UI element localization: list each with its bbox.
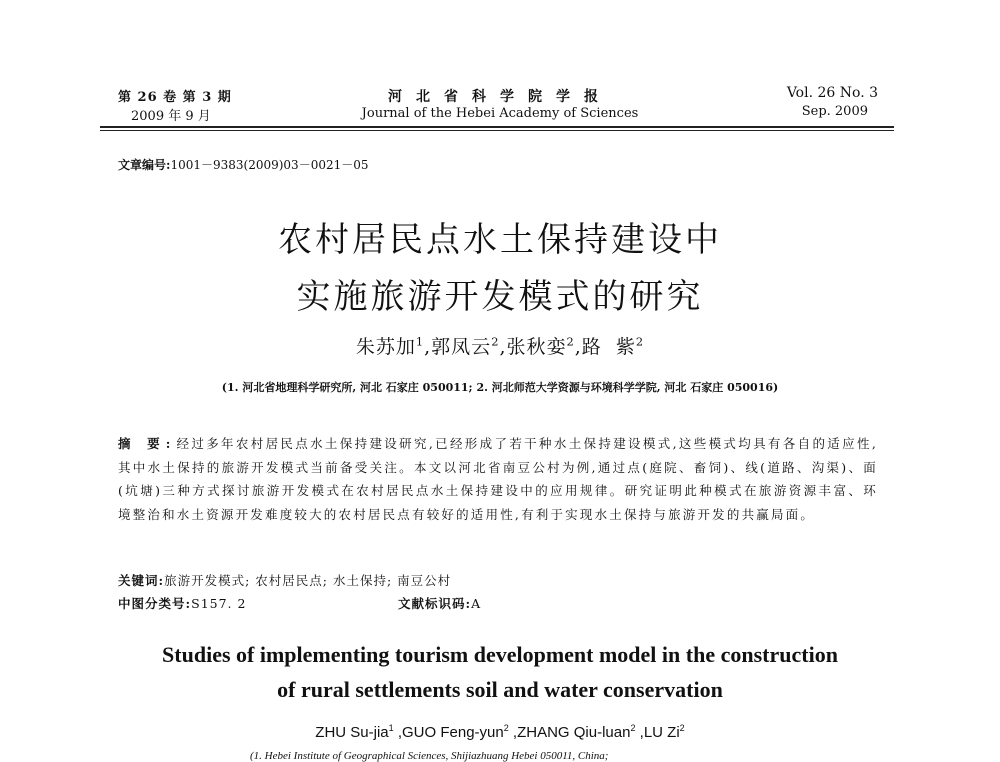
author-en-sup: 2 bbox=[679, 723, 685, 733]
author-cn: 郭凤云 bbox=[431, 336, 492, 358]
author-en-sup: 1 bbox=[388, 723, 394, 733]
author-en-sup: 2 bbox=[503, 723, 509, 733]
document-code bbox=[398, 594, 481, 612]
affiliation-en: (1. Hebei Institute of Geographical Sciences, Shijiazhuang Hebei 050011, China; bbox=[250, 750, 609, 762]
header-rule-thin bbox=[100, 130, 894, 131]
classification-value: S157. 2 bbox=[191, 596, 247, 611]
document-code-value: A bbox=[471, 596, 482, 611]
title-cn-line1: 农村居民点水土保持建设中 bbox=[278, 220, 722, 260]
abstract-body: 经过多年农村居民点水土保持建设研究,已经形成了若干种水土保持建设模式,这些模式均具有各自的适应性,其中水土保持的旅游开发模式当前备受关注。本文以河北省南豆公村为例,通过点(庭院、畜饲)、线(道路、沟渠)、面(坑塘)三种方式探讨旅游开发模式在农村居民点水土保持建设中的应用规律。研究证明此种模式在旅游资源丰富、环境整治和水土资源开发难度较大的农村居民点有较好的适用性,有利于实现水土保持与旅游开发的共赢局面。 bbox=[118, 436, 878, 522]
author-cn: 朱苏加 bbox=[355, 336, 416, 358]
date-cn: 2009 年 9 月 bbox=[131, 109, 211, 124]
date-en: Sep. 2009 bbox=[801, 104, 868, 119]
volume-issue-cn: 第 26 卷 第 3 期 bbox=[118, 90, 232, 105]
authors-en: ZHU Su-jia$^1$ ,GUO Feng-yun$^2$ ,ZHANG Qiu-luan$^2$ ,LU Zi$^2$ bbox=[315, 723, 685, 741]
abstract-label: 摘 要: bbox=[118, 436, 177, 451]
author-en: ZHANG Qiu-luan bbox=[517, 724, 631, 741]
author-cn-sup: 2 bbox=[491, 334, 500, 349]
abstract bbox=[118, 432, 878, 526]
author-cn: 张秋娈 bbox=[506, 336, 567, 358]
keywords-label: 关键词: bbox=[118, 573, 165, 588]
keywords-text: 旅游开发模式; 农村居民点; 水土保持; 南豆公村 bbox=[164, 573, 452, 588]
author-cn-sup: 1 bbox=[415, 334, 425, 349]
title-cn-line2: 实施旅游开发模式的研究 bbox=[296, 277, 704, 317]
header-rule-thick bbox=[100, 126, 894, 128]
author-en: LU Zi bbox=[643, 724, 680, 741]
author-cn: 路 紫 bbox=[581, 336, 636, 358]
author-cn-sup: 2 bbox=[566, 334, 575, 349]
classification-label: 中图分类号: bbox=[118, 596, 192, 611]
keywords bbox=[118, 571, 451, 589]
journal-name-cn: 河北省科学院学报 bbox=[388, 89, 612, 105]
authors-cn: 朱苏加$^1$,郭凤云$^2$,张秋娈$^2$,路 紫$^2$ bbox=[355, 334, 645, 358]
article-number-value: 1001－9383(2009)03－0021－05 bbox=[170, 158, 369, 172]
article-number-label: 文章编号: bbox=[118, 158, 171, 172]
classification-number bbox=[118, 594, 246, 612]
author-en: ZHU Su-jia bbox=[315, 724, 389, 741]
affiliation-cn: (1. 河北省地理科学研究所, 河北 石家庄 050011; 2. 河北师范大学资源与环境科学学院, 河北 石家庄 050016) bbox=[221, 381, 779, 394]
author-en-sup: 2 bbox=[630, 723, 636, 733]
journal-name-en: Journal of the Hebei Academy of Sciences bbox=[361, 106, 639, 121]
volume-issue-en: Vol. 26 No. 3 bbox=[786, 85, 878, 101]
document-code-label: 文献标识码: bbox=[398, 596, 472, 611]
author-en: GUO Feng-yun bbox=[402, 724, 504, 741]
article-number bbox=[118, 156, 369, 173]
title-en-line1: Studies of implementing tourism development model in the construction bbox=[162, 642, 838, 667]
title-en-line2: of rural settlements soil and water conservation bbox=[277, 677, 723, 702]
author-cn-sup: 2 bbox=[635, 334, 645, 349]
